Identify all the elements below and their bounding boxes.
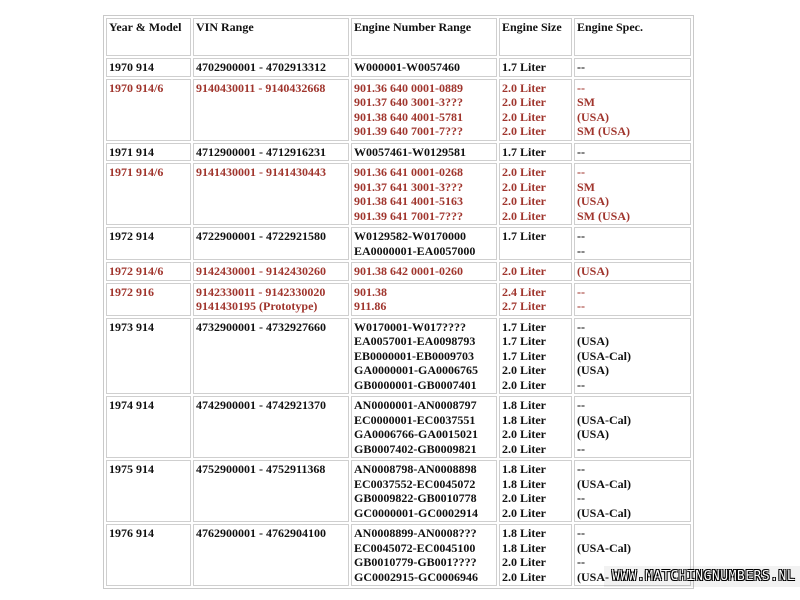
cell-line: EA0000001-EA0057000 [354, 243, 476, 258]
cell-year-model: 1975 914 [106, 460, 191, 522]
cell-vin-range [193, 396, 349, 458]
cell-line: GB0009822-GB0010778 [354, 491, 477, 505]
cell-line: 9141430195 (Prototype) [196, 299, 318, 313]
cell-year-model: 1970 914 [106, 58, 191, 77]
cell-line: GC0002915-GC0006946 [354, 569, 478, 584]
cell-vin-range [193, 524, 349, 586]
cell-engine-spec [574, 318, 691, 395]
cell-engine-number-range [351, 318, 497, 395]
cell-engine-size [499, 227, 572, 260]
cell-year-model: 1972 914 [106, 227, 191, 260]
cell-line: 901.38 640 4001-5781 [354, 109, 463, 124]
cell-line: AN0008899-AN0008??? [354, 526, 477, 540]
cell-engine-spec [574, 79, 691, 141]
cell-engine-size [499, 460, 572, 522]
cell-line: -- [577, 462, 585, 476]
cell-line: 4762900001 - 4762904100 [196, 526, 326, 540]
cell-line: -- [577, 229, 585, 243]
engine-spec-table [103, 15, 694, 589]
cell-line: -- [577, 144, 585, 159]
cell-line: 901.38 641 4001-5163 [354, 194, 463, 208]
cell-line: W0129582-W0170000 [354, 229, 466, 243]
cell-line: SM (USA) [577, 124, 630, 138]
cell-year-model: 1974 914 [106, 396, 191, 458]
table-row [106, 227, 691, 260]
table-row [106, 79, 691, 141]
cell-line: 4742900001 - 4742921370 [196, 398, 326, 412]
cell-line: 901.39 641 7001-7??? [354, 208, 463, 223]
cell-engine-spec [574, 460, 691, 522]
cell-line: 901.38 [354, 284, 387, 299]
cell-engine-spec [574, 58, 691, 77]
cell-line: 2.0 Liter [502, 80, 546, 95]
cell-line: 2.0 Liter [502, 377, 546, 392]
cell-line: -- [577, 243, 585, 258]
cell-year-model: 1972 914/6 [106, 262, 191, 281]
cell-line: 2.0 Liter [502, 165, 546, 179]
cell-line: 1.7 Liter [502, 60, 546, 74]
cell-engine-size [499, 163, 572, 225]
cell-line: 1.7 Liter [502, 229, 546, 243]
cell-line: 2.0 Liter [502, 264, 546, 278]
cell-line: 4712900001 - 4712916231 [196, 144, 326, 159]
cell-line: 1.7 Liter [502, 334, 546, 348]
cell-line: (USA-Cal) [577, 476, 631, 491]
cell-engine-number-range [351, 227, 497, 260]
cell-line: 2.0 Liter [502, 569, 546, 584]
cell-line: 2.7 Liter [502, 299, 546, 313]
cell-line: EC0000001-EC0037551 [354, 412, 476, 427]
cell-line: 2.0 Liter [502, 363, 546, 377]
cell-engine-number-range [351, 163, 497, 225]
cell-engine-number-range [351, 143, 497, 162]
cell-line: W000001-W0057460 [354, 60, 460, 74]
cell-engine-size [499, 283, 572, 316]
cell-engine-spec [574, 143, 691, 162]
header-vin-range: VIN Range [193, 18, 349, 56]
cell-engine-number-range [351, 524, 497, 586]
header-year-model: Year & Model [106, 18, 191, 56]
cell-engine-size [499, 262, 572, 281]
cell-line: GB0000001-GB0007401 [354, 377, 477, 392]
cell-line: 1.8 Liter [502, 462, 546, 476]
cell-line: -- [577, 299, 585, 313]
cell-line: 1.8 Liter [502, 540, 546, 555]
cell-line: (USA) [577, 264, 609, 278]
cell-line: 2.0 Liter [502, 179, 546, 194]
cell-line: 4722900001 - 4722921580 [196, 229, 326, 243]
cell-engine-number-range [351, 79, 497, 141]
header-engine-size: Engine Size [499, 18, 572, 56]
cell-engine-number-range [351, 283, 497, 316]
cell-year-model: 1976 914 [106, 524, 191, 586]
cell-line: (USA) [577, 194, 609, 208]
cell-line: 2.0 Liter [502, 124, 546, 138]
cell-line: GC0000001-GC0002914 [354, 505, 478, 520]
cell-line: -- [577, 80, 585, 95]
cell-year-model: 1971 914 [106, 143, 191, 162]
cell-year-model: 1970 914/6 [106, 79, 191, 141]
cell-line: 4702900001 - 4702913312 [196, 60, 326, 74]
cell-engine-spec [574, 283, 691, 316]
cell-line: AN0008798-AN0008898 [354, 462, 477, 476]
table-row [106, 163, 691, 225]
cell-line: EC0045072-EC0045100 [354, 540, 476, 555]
cell-line: 1.7 Liter [502, 348, 546, 363]
cell-line: GA0000001-GA0006765 [354, 363, 478, 377]
cell-engine-number-range [351, 396, 497, 458]
cell-line: -- [577, 555, 585, 569]
cell-line: -- [577, 284, 585, 299]
cell-line: -- [577, 526, 585, 540]
cell-line: 1.7 Liter [502, 144, 546, 159]
cell-line: W0170001-W017???? [354, 319, 466, 334]
cell-engine-size [499, 58, 572, 77]
table-row [106, 143, 691, 162]
cell-line: 911.86 [354, 299, 387, 313]
cell-line: -- [577, 441, 585, 456]
watermark-text: WWW.MATCHINGNUMBERS.NL [604, 566, 800, 587]
cell-line: 2.0 Liter [502, 427, 546, 441]
cell-line: 1.8 Liter [502, 526, 546, 540]
table-row [106, 262, 691, 281]
cell-line: -- [577, 377, 585, 392]
cell-line: -- [577, 398, 585, 412]
cell-vin-range [193, 143, 349, 162]
table-row [106, 283, 691, 316]
cell-engine-size [499, 524, 572, 586]
cell-line: (USA) [577, 109, 609, 124]
cell-line: GB0007402-GB0009821 [354, 441, 477, 456]
cell-line: EB0000001-EB0009703 [354, 348, 475, 363]
cell-line: SM [577, 95, 595, 109]
cell-engine-size [499, 143, 572, 162]
cell-line: 9140430011 - 9140432668 [196, 80, 326, 95]
cell-line: 2.4 Liter [502, 284, 546, 299]
cell-line: 901.38 642 0001-0260 [354, 264, 463, 278]
cell-line: (USA-Cal) [577, 540, 631, 555]
cell-line: 2.0 Liter [502, 109, 546, 124]
table-row [106, 318, 691, 395]
cell-line: GA0006766-GA0015021 [354, 427, 478, 441]
header-engine-number-range: Engine Number Range [351, 18, 497, 56]
cell-line: 2.0 Liter [502, 95, 546, 109]
cell-line: 901.37 641 3001-3??? [354, 179, 463, 194]
cell-engine-number-range [351, 262, 497, 281]
cell-vin-range [193, 79, 349, 141]
cell-line: (USA) [577, 363, 609, 377]
cell-line: EC0037552-EC0045072 [354, 476, 476, 491]
table-row [106, 460, 691, 522]
cell-line: -- [577, 60, 585, 74]
cell-line: GB0010779-GB001???? [354, 555, 477, 569]
cell-line: (USA-Cal) [577, 412, 631, 427]
cell-engine-spec [574, 262, 691, 281]
cell-vin-range [193, 58, 349, 77]
cell-line: W0057461-W0129581 [354, 144, 466, 159]
cell-line: (USA-Cal) [577, 348, 631, 363]
cell-line: 9142330011 - 9142330020 [196, 284, 326, 299]
cell-line: -- [577, 319, 585, 334]
cell-line: 2.0 Liter [502, 194, 546, 208]
cell-vin-range [193, 163, 349, 225]
cell-year-model: 1972 916 [106, 283, 191, 316]
cell-engine-spec [574, 396, 691, 458]
cell-line: 2.0 Liter [502, 441, 546, 456]
cell-engine-number-range [351, 58, 497, 77]
cell-line: 9141430001 - 9141430443 [196, 165, 326, 179]
cell-line: 901.37 640 3001-3??? [354, 95, 463, 109]
cell-line: (USA-Cal) [577, 505, 631, 520]
table-row [106, 396, 691, 458]
cell-engine-size [499, 318, 572, 395]
cell-line: 9142430001 - 9142430260 [196, 264, 326, 278]
cell-line: (USA) [577, 427, 609, 441]
cell-line: 4732900001 - 4732927660 [196, 319, 326, 334]
cell-line: 1.8 Liter [502, 398, 546, 412]
cell-line: EA0057001-EA0098793 [354, 334, 476, 348]
cell-line: SM [577, 179, 595, 194]
cell-line: -- [577, 491, 585, 505]
cell-line: 1.7 Liter [502, 319, 546, 334]
table-row [106, 58, 691, 77]
cell-line: 2.0 Liter [502, 505, 546, 520]
cell-line: 901.36 640 0001-0889 [354, 80, 463, 95]
cell-line: 901.36 641 0001-0268 [354, 165, 463, 179]
cell-line: 1.8 Liter [502, 412, 546, 427]
cell-line: (USA- [577, 569, 609, 584]
cell-line: 901.39 640 7001-7??? [354, 124, 463, 138]
cell-line: 4752900001 - 4752911368 [196, 462, 326, 476]
cell-vin-range [193, 318, 349, 395]
table-header-row [106, 18, 691, 56]
cell-year-model: 1971 914/6 [106, 163, 191, 225]
cell-line: (USA) [577, 334, 609, 348]
cell-engine-spec [574, 163, 691, 225]
cell-line: 2.0 Liter [502, 555, 546, 569]
cell-engine-size [499, 79, 572, 141]
cell-vin-range [193, 262, 349, 281]
cell-vin-range [193, 460, 349, 522]
cell-line: -- [577, 165, 585, 179]
cell-engine-size [499, 396, 572, 458]
cell-line: 2.0 Liter [502, 208, 546, 223]
cell-engine-number-range [351, 460, 497, 522]
cell-vin-range [193, 283, 349, 316]
cell-engine-spec [574, 227, 691, 260]
cell-line: SM (USA) [577, 208, 630, 223]
header-engine-spec: Engine Spec. [574, 18, 691, 56]
cell-line: 2.0 Liter [502, 491, 546, 505]
cell-line: 1.8 Liter [502, 476, 546, 491]
cell-line: AN0000001-AN0008797 [354, 398, 477, 412]
cell-vin-range [193, 227, 349, 260]
cell-year-model: 1973 914 [106, 318, 191, 395]
